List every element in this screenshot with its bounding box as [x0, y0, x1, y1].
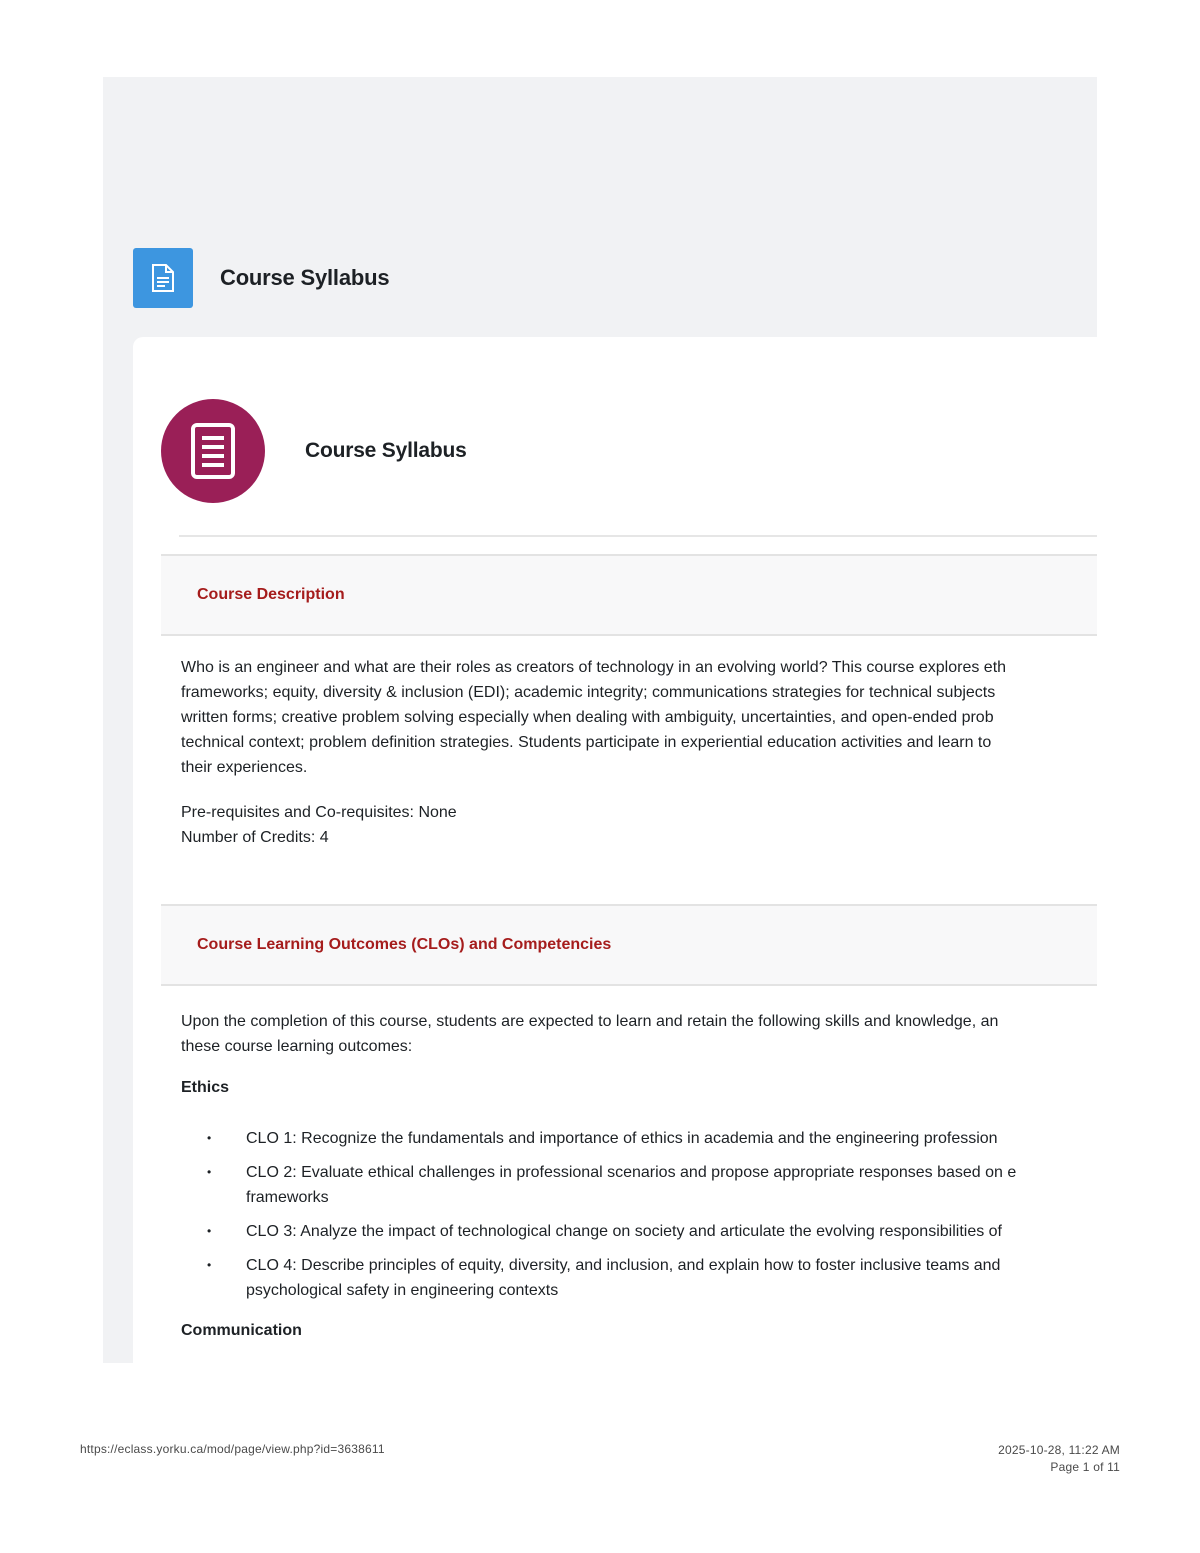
text-line: technical context; problem definition strategies. Students participate in experiential education activities and learn to: [181, 734, 992, 751]
print-timestamp: 2025-10-28, 11:22 AM: [998, 1443, 1120, 1457]
text-line: Who is an engineer and what are their roles as creators of technology in an evolving world? This course explores eth: [181, 659, 1007, 676]
page-header: [133, 248, 389, 308]
clo-list: [181, 1126, 1097, 1312]
bullet-icon: •: [207, 1258, 212, 1272]
page-frame: [103, 77, 1097, 1363]
clo-text: CLO 2: Evaluate ethical challenges in professional scenarios and propose appropriate responses based on e: [246, 1164, 1017, 1181]
bullet-icon: •: [207, 1224, 212, 1238]
page-url: https://eclass.yorku.ca/mod/page/view.php?id=3638611: [80, 1442, 385, 1456]
ethics-heading: Ethics: [181, 1079, 230, 1096]
course-requirements: [181, 800, 1097, 850]
text-line: written forms; creative problem solving especially when dealing with ambiguity, uncertainties, and open-ended prob: [181, 709, 994, 726]
text-line: their experiences.: [181, 759, 308, 776]
outcomes-intro-text: [181, 1009, 1097, 1059]
divider: [179, 535, 1097, 537]
prerequisites-text: Pre-requisites and Co-requisites: None: [181, 804, 457, 821]
text-line: Upon the completion of this course, students are expected to learn and retain the following skills and knowledge, an: [181, 1013, 999, 1030]
clo-text: CLO 3: Analyze the impact of technological change on society and articulate the evolving responsibilities of: [246, 1223, 1002, 1240]
section-heading-label: Course Description: [197, 586, 345, 603]
clo-text: CLO 1: Recognize the fundamentals and importance of ethics in academia and the engineering profession: [246, 1130, 998, 1147]
page-title: Course Syllabus: [220, 265, 390, 290]
list-item: [181, 1160, 1097, 1210]
list-document-icon: [161, 399, 265, 503]
clo-text: CLO 4: Describe principles of equity, diversity, and inclusion, and explain how to foster inclusive teams and: [246, 1257, 1001, 1274]
syllabus-banner: [161, 399, 467, 503]
bullet-icon: •: [207, 1131, 212, 1145]
section-heading-outcomes: [161, 904, 1097, 986]
text-line: these course learning outcomes:: [181, 1038, 413, 1055]
banner-title: Course Syllabus: [305, 439, 467, 462]
clo-text-continued: psychological safety in engineering contexts: [246, 1282, 559, 1299]
section-heading-description: [161, 554, 1097, 636]
clo-text-continued: frameworks: [246, 1189, 329, 1206]
document-icon: [133, 248, 193, 308]
communication-heading: Communication: [181, 1322, 302, 1339]
list-item: [181, 1126, 1097, 1151]
print-footer: [998, 1442, 1120, 1476]
course-description-text: [181, 655, 1097, 780]
bullet-icon: •: [207, 1165, 212, 1179]
credits-text: Number of Credits: 4: [181, 829, 329, 846]
list-item: [181, 1219, 1097, 1244]
list-item: [181, 1253, 1097, 1303]
section-heading-label: Course Learning Outcomes (CLOs) and Competencies: [197, 936, 612, 953]
page-number: Page 1 of 11: [1050, 1460, 1120, 1474]
text-line: frameworks; equity, diversity & inclusion (EDI); academic integrity; communications strategies for technical subjects: [181, 684, 996, 701]
content-card: [133, 337, 1097, 1363]
